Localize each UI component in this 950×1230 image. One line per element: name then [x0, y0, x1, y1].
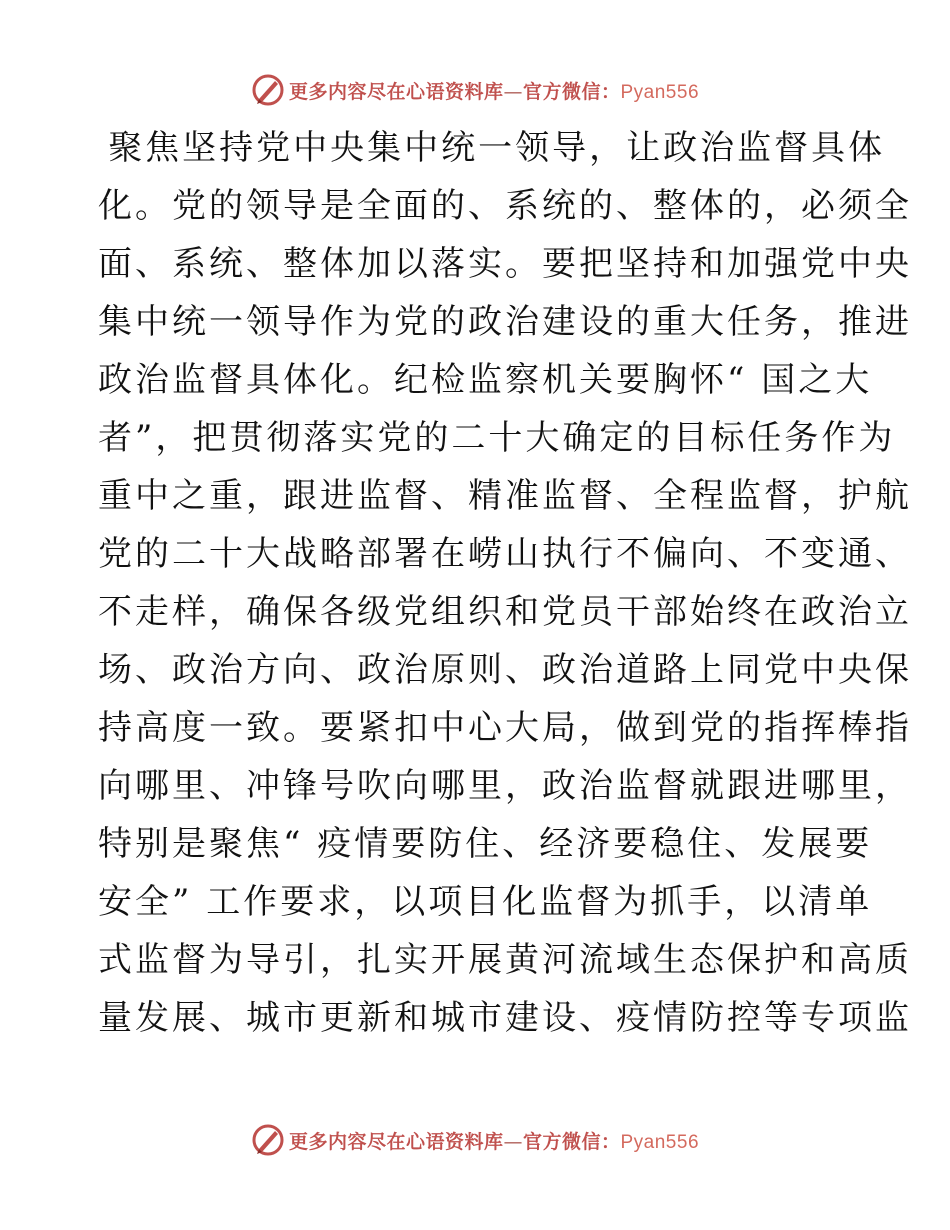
body-line-10: 场、政治方向、政治原则、政治道路上同党中央保	[98, 650, 912, 690]
body-line-11: 持高度一致。要紧扣中心大局，做到党的指挥棒指	[98, 708, 912, 748]
body-line-8: 党的二十大战略部署在崂山执行不偏向、不变通、	[98, 534, 912, 574]
header-banner-text	[289, 77, 699, 104]
body-line-4: 集中统一领导作为党的政治建设的重大任务，推进	[98, 302, 912, 342]
body-line-14: 安全” 工作要求，以项目化监督为抓手，以清单	[98, 882, 873, 922]
pen-logo-icon	[251, 73, 285, 107]
footer-banner-contact-label: 官方微信：	[522, 1130, 621, 1153]
header-banner-contact-label: 官方微信：	[522, 80, 621, 103]
body-line-15: 式监督为导引，扎实开展黄河流域生态保护和高质	[98, 940, 912, 980]
header-banner-wechat-id: Pyan556	[620, 81, 700, 103]
footer-banner	[0, 1120, 950, 1160]
body-line-16: 量发展、城市更新和城市建设、疫情防控等专项监	[98, 998, 912, 1038]
body-line-2: 化。党的领导是全面的、系统的、整体的，必须全	[98, 186, 912, 226]
footer-banner-text	[289, 1127, 699, 1154]
body-line-6: 者”，把贯彻落实党的二十大确定的目标任务作为	[98, 418, 896, 458]
body-line-9: 不走样，确保各级党组织和党员干部始终在政治立	[98, 592, 912, 632]
header-banner	[0, 70, 950, 110]
body-line-13: 特别是聚焦“ 疫情要防住、经济要稳住、发展要	[98, 824, 873, 864]
body-line-12: 向哪里、冲锋号吹向哪里，政治监督就跟进哪里，	[98, 766, 912, 806]
header-banner-title: 更多内容尽在心语资料库	[288, 80, 504, 103]
body-line-5: 政治监督具体化。纪检监察机关要胸怀“ 国之大	[98, 360, 873, 400]
header-banner-dash: —	[503, 80, 523, 103]
document-body	[98, 119, 912, 1047]
pen-logo-icon	[251, 1123, 285, 1157]
body-line-7: 重中之重，跟进监督、精准监督、全程监督，护航	[98, 476, 912, 516]
footer-banner-title: 更多内容尽在心语资料库	[288, 1130, 504, 1153]
footer-banner-wechat-id: Pyan556	[620, 1131, 700, 1153]
body-line-3: 面、系统、整体加以落实。要把坚持和加强党中央	[98, 244, 912, 284]
body-line-1: 聚焦坚持党中央集中统一领导，让政治监督具体	[108, 128, 886, 168]
footer-banner-dash: —	[503, 1130, 523, 1153]
